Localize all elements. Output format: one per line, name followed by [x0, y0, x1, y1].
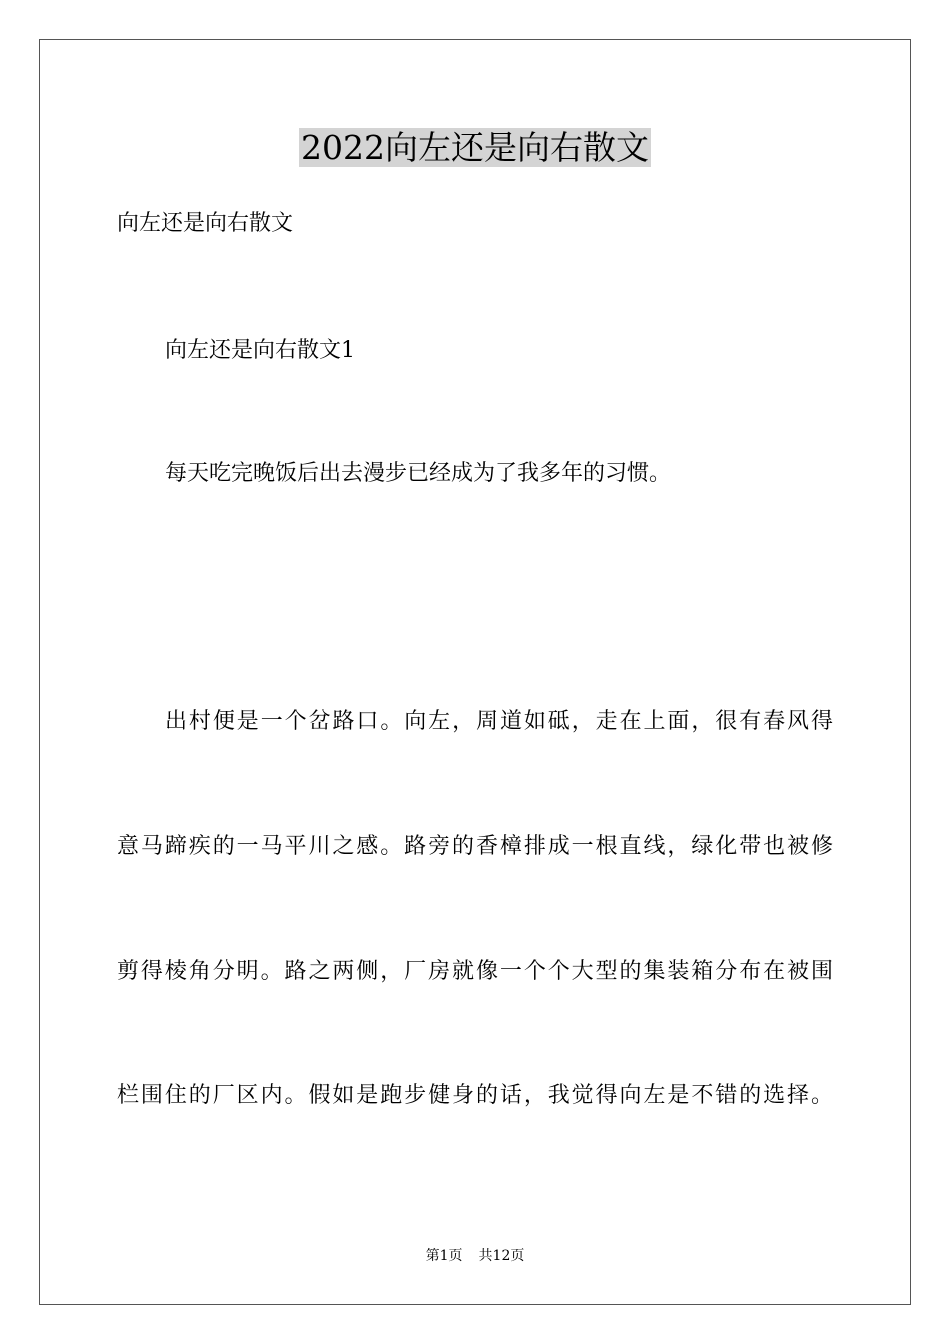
document-title	[0, 126, 950, 170]
paragraph-2-line-3: 剪得棱角分明。路之两侧，厂房就像一个个大型的集装箱分布在被围	[117, 959, 833, 984]
section-heading: 向左还是向右散文1	[165, 338, 355, 363]
page-total: 共12页	[478, 1248, 525, 1264]
document-subtitle: 向左还是向右散文	[117, 211, 294, 236]
paragraph-2-line-2: 意马蹄疾的一马平川之感。路旁的香樟排成一根直线，绿化带也被修	[117, 834, 833, 859]
page-number: 第1页	[425, 1248, 463, 1264]
page-footer	[0, 1246, 950, 1266]
document-title-text: 2022向左还是向右散文	[301, 128, 649, 167]
paragraph-2-line-4: 栏围住的厂区内。假如是跑步健身的话，我觉得向左是不错的选择。	[117, 1083, 833, 1108]
paragraph-2-line-1: 出村便是一个岔路口。向左，周道如砥，走在上面，很有春风得	[165, 709, 833, 734]
paragraph-1: 每天吃完晚饭后出去漫步已经成为了我多年的习惯。	[165, 461, 672, 486]
